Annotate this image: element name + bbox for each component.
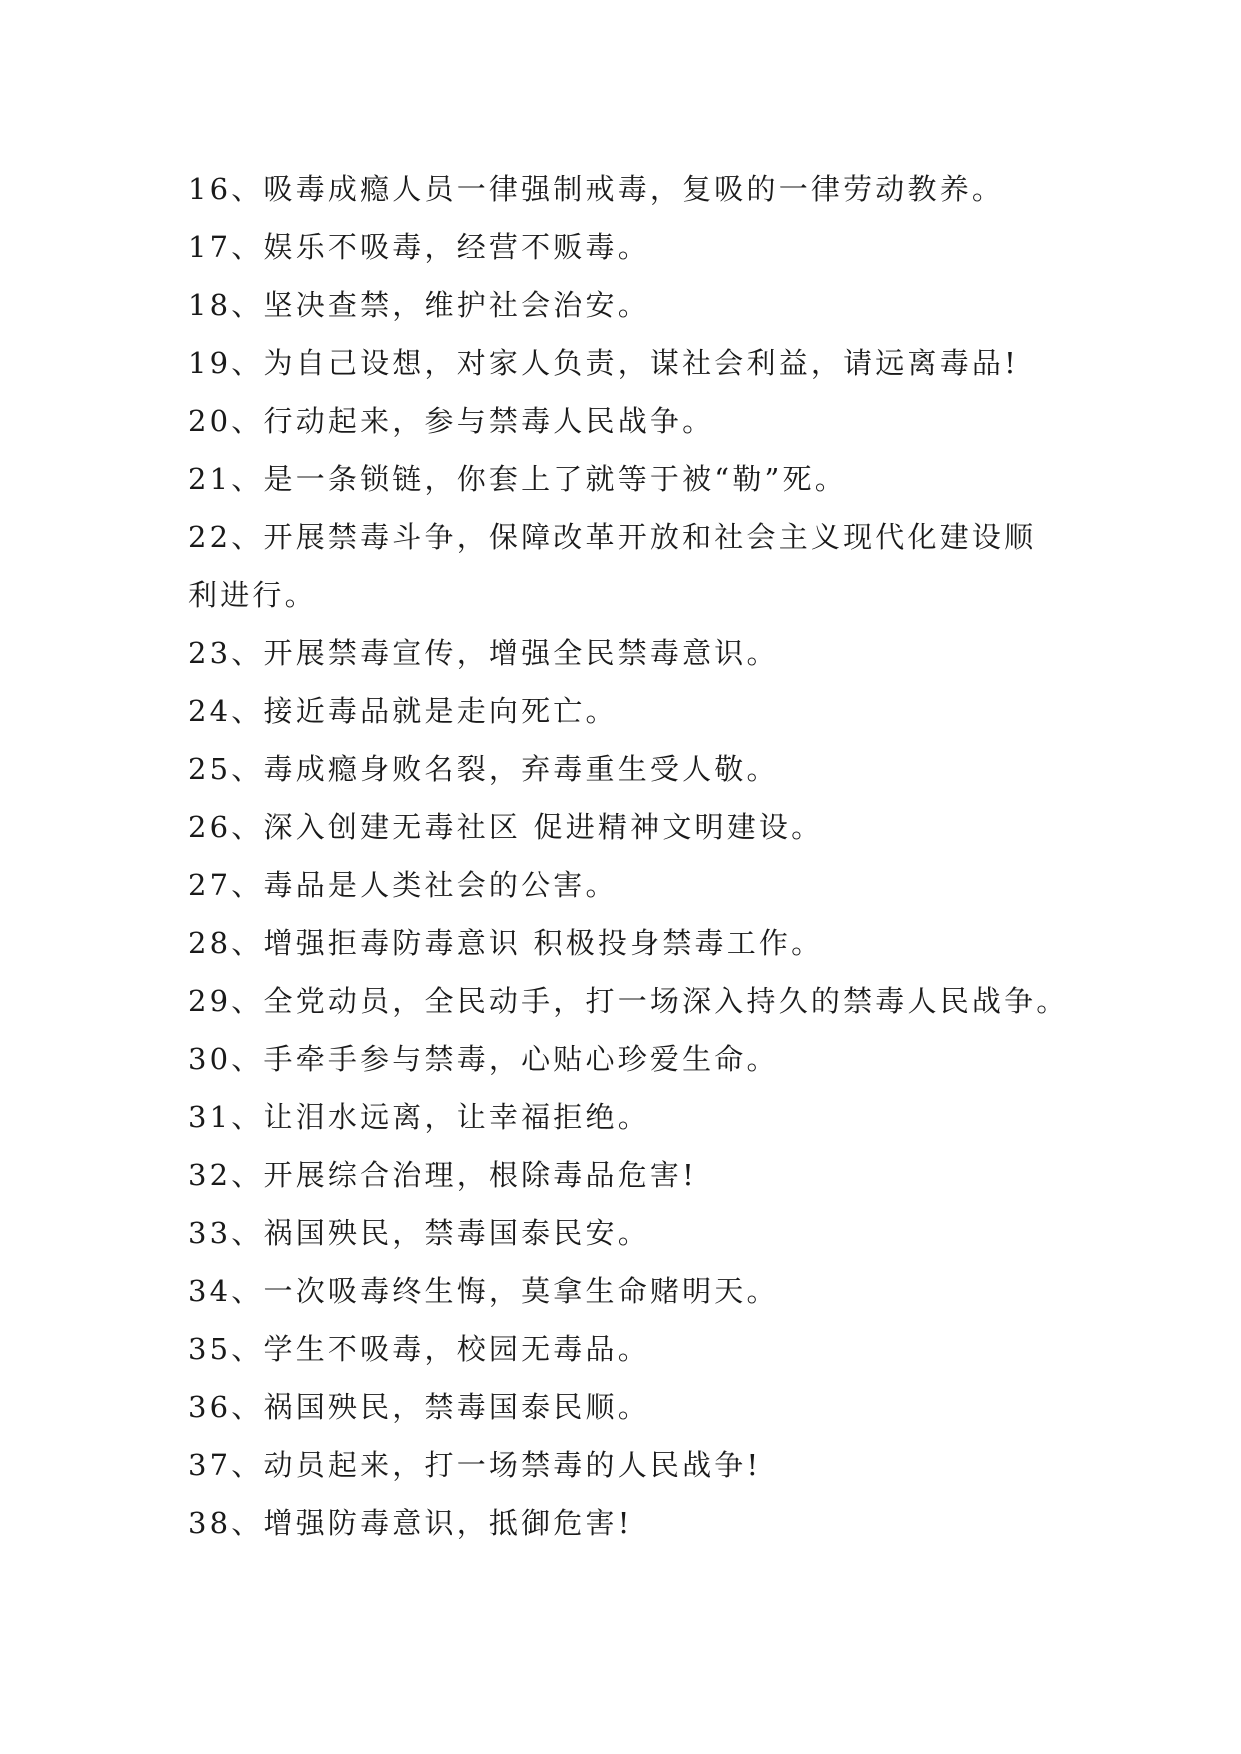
list-item: 30、手牵手参与禁毒，心贴心珍爱生命。 bbox=[188, 1042, 779, 1076]
list-item: 32、开展综合治理，根除毒品危害! bbox=[188, 1158, 697, 1192]
list-item: 27、毒品是人类社会的公害。 bbox=[188, 868, 618, 902]
list-item: 37、动员起来，打一场禁毒的人民战争! bbox=[188, 1448, 762, 1482]
list-item: 26、深入创建无毒社区 促进精神文明建设。 bbox=[188, 810, 824, 844]
list-item: 19、为自己设想，对家人负责，谋社会利益，请远离毒品! bbox=[188, 346, 1019, 380]
list-item: 20、行动起来，参与禁毒人民战争。 bbox=[188, 404, 715, 438]
list-item-continuation: 利进行。 bbox=[188, 578, 317, 612]
list-item: 36、祸国殃民，禁毒国泰民顺。 bbox=[188, 1390, 650, 1424]
list-item: 28、增强拒毒防毒意识 积极投身禁毒工作。 bbox=[188, 926, 824, 960]
list-item: 35、学生不吸毒，校园无毒品。 bbox=[188, 1332, 650, 1366]
list-item: 33、祸国殃民，禁毒国泰民安。 bbox=[188, 1216, 650, 1250]
list-item: 21、是一条锁链，你套上了就等于被“勒”死。 bbox=[188, 462, 847, 496]
list-item: 16、吸毒成瘾人员一律强制戒毒，复吸的一律劳动教养。 bbox=[188, 172, 1005, 206]
list-item: 31、让泪水远离，让幸福拒绝。 bbox=[188, 1100, 650, 1134]
list-item: 23、开展禁毒宣传，增强全民禁毒意识。 bbox=[188, 636, 779, 670]
list-item: 24、接近毒品就是走向死亡。 bbox=[188, 694, 618, 728]
list-item: 38、增强防毒意识，抵御危害! bbox=[188, 1506, 633, 1540]
list-item: 17、娱乐不吸毒，经营不贩毒。 bbox=[188, 230, 650, 264]
list-item: 18、坚决查禁，维护社会治安。 bbox=[188, 288, 650, 322]
list-item: 22、开展禁毒斗争，保障改革开放和社会主义现代化建设顺 bbox=[188, 520, 1037, 554]
slogan-list bbox=[188, 160, 1068, 1552]
list-item: 34、一次吸毒终生悔，莫拿生命赌明天。 bbox=[188, 1274, 779, 1308]
list-item: 29、全党动员，全民动手，打一场深入持久的禁毒人民战争。 bbox=[188, 984, 1069, 1018]
list-item: 25、毒成瘾身败名裂，弃毒重生受人敬。 bbox=[188, 752, 779, 786]
